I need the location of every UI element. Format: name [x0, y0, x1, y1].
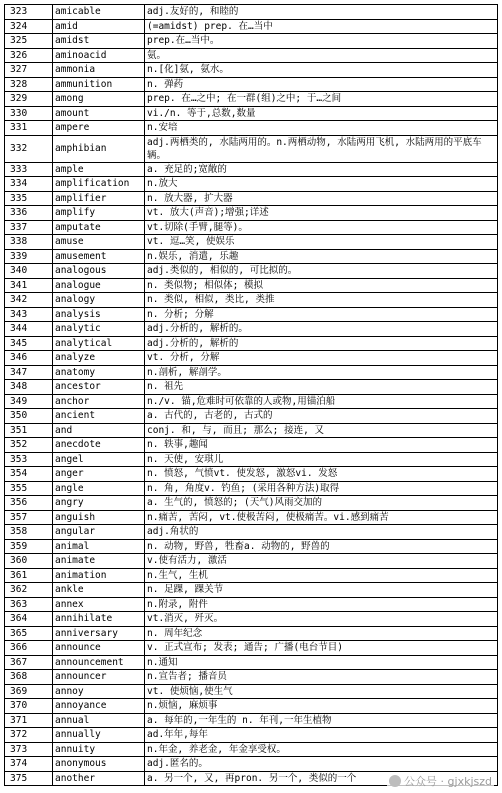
- row-number: 367: [5, 655, 53, 670]
- table-row: [5, 121, 498, 136]
- word-cell: amplification: [53, 177, 145, 192]
- table-row: [5, 220, 498, 235]
- row-number: 343: [5, 307, 53, 322]
- word-cell: amuse: [53, 235, 145, 250]
- row-number: 357: [5, 510, 53, 525]
- word-cell: another: [53, 771, 145, 786]
- word-cell: analogous: [53, 264, 145, 279]
- word-cell: animate: [53, 554, 145, 569]
- row-number: 358: [5, 525, 53, 540]
- table-row: [5, 423, 498, 438]
- table-row: [5, 48, 498, 63]
- row-number: 360: [5, 554, 53, 569]
- table-row: [5, 496, 498, 511]
- definition-cell: prep. 在…之中; 在一群(组)之中; 于…之间: [145, 92, 498, 107]
- word-cell: ample: [53, 162, 145, 177]
- table-row: [5, 278, 498, 293]
- word-cell: analyze: [53, 351, 145, 366]
- definition-cell: adj.匿名的。: [145, 757, 498, 772]
- table-row: [5, 63, 498, 78]
- definition-cell: vt.消灭, 歼灭。: [145, 612, 498, 627]
- row-number: 341: [5, 278, 53, 293]
- table-row: [5, 19, 498, 34]
- word-cell: aminoacid: [53, 48, 145, 63]
- definition-cell: adj.类似的, 相似的, 可比拟的。: [145, 264, 498, 279]
- definition-cell: vt.切除(手臂,腿等)。: [145, 220, 498, 235]
- row-number: 356: [5, 496, 53, 511]
- row-number: 369: [5, 684, 53, 699]
- word-cell: amidst: [53, 34, 145, 49]
- table-row: [5, 322, 498, 337]
- row-number: 324: [5, 19, 53, 34]
- word-cell: among: [53, 92, 145, 107]
- row-number: 347: [5, 365, 53, 380]
- table-row: [5, 467, 498, 482]
- definition-cell: n.附录, 附件: [145, 597, 498, 612]
- table-row: [5, 177, 498, 192]
- row-number: 329: [5, 92, 53, 107]
- definition-cell: a. 另一个, 又, 再pron. 另一个, 类似的一个: [145, 771, 498, 786]
- row-number: 368: [5, 670, 53, 685]
- row-number: 349: [5, 394, 53, 409]
- row-number: 364: [5, 612, 53, 627]
- definition-cell: prep.在…当中。: [145, 34, 498, 49]
- definition-cell: n.年金, 养老金, 年金享受权。: [145, 742, 498, 757]
- table-row: [5, 5, 498, 20]
- word-cell: announcer: [53, 670, 145, 685]
- word-cell: analytic: [53, 322, 145, 337]
- definition-cell: adj.两栖类的, 水陆两用的。n.两栖动物, 水陆两用飞机, 水陆两用的平底车辆。: [145, 135, 498, 162]
- word-cell: amplify: [53, 206, 145, 221]
- table-row: [5, 699, 498, 714]
- definition-cell: n.[化]氨, 氨水。: [145, 63, 498, 78]
- definition-cell: n.安培: [145, 121, 498, 136]
- word-cell: annoy: [53, 684, 145, 699]
- word-cell: amusement: [53, 249, 145, 264]
- table-row: [5, 106, 498, 121]
- row-number: 334: [5, 177, 53, 192]
- row-number: 328: [5, 77, 53, 92]
- definition-cell: n.剖析, 解剖学。: [145, 365, 498, 380]
- definition-cell: n.生气, 生机: [145, 568, 498, 583]
- word-cell: anger: [53, 467, 145, 482]
- definition-cell: vt. 分析, 分解: [145, 351, 498, 366]
- definition-cell: vt. 放大(声音);增强;详述: [145, 206, 498, 221]
- table-row: [5, 135, 498, 162]
- word-cell: anniversary: [53, 626, 145, 641]
- word-cell: and: [53, 423, 145, 438]
- table-row: [5, 641, 498, 656]
- word-cell: analytical: [53, 336, 145, 351]
- row-number: 365: [5, 626, 53, 641]
- table-row: [5, 293, 498, 308]
- row-number: 332: [5, 135, 53, 162]
- row-number: 346: [5, 351, 53, 366]
- table-row: [5, 757, 498, 772]
- table-row: [5, 655, 498, 670]
- table-row: [5, 365, 498, 380]
- row-number: 352: [5, 438, 53, 453]
- word-cell: anatomy: [53, 365, 145, 380]
- definition-cell: n. 祖先: [145, 380, 498, 395]
- table-row: [5, 92, 498, 107]
- word-cell: angry: [53, 496, 145, 511]
- word-cell: amid: [53, 19, 145, 34]
- definition-cell: n. 放大器, 扩大器: [145, 191, 498, 206]
- row-number: 372: [5, 728, 53, 743]
- word-cell: announce: [53, 641, 145, 656]
- word-cell: anonymous: [53, 757, 145, 772]
- watermark: [387, 773, 494, 789]
- definition-cell: n. 天使, 安琪儿: [145, 452, 498, 467]
- row-number: 375: [5, 771, 53, 786]
- definition-cell: n. 角, 角度v. 钓鱼; (采用各种方法)取得: [145, 481, 498, 496]
- row-number: 327: [5, 63, 53, 78]
- row-number: 354: [5, 467, 53, 482]
- row-number: 374: [5, 757, 53, 772]
- row-number: 326: [5, 48, 53, 63]
- definition-cell: a. 每年的,一年生的 n. 年刊,一年生植物: [145, 713, 498, 728]
- word-cell: amphibian: [53, 135, 145, 162]
- row-number: 361: [5, 568, 53, 583]
- definition-cell: n.娱乐, 消遣, 乐趣: [145, 249, 498, 264]
- definition-cell: n. 愤怒, 气愤vt. 使发怒, 激怒vi. 发怒: [145, 467, 498, 482]
- table-row: [5, 191, 498, 206]
- wechat-icon: [389, 775, 401, 787]
- row-number: 335: [5, 191, 53, 206]
- definition-cell: vt. 逗…笑, 使娱乐: [145, 235, 498, 250]
- definition-cell: n. 周年纪念: [145, 626, 498, 641]
- word-cell: angular: [53, 525, 145, 540]
- definition-cell: n.放大: [145, 177, 498, 192]
- vocabulary-table-body: [5, 5, 498, 786]
- word-cell: announcement: [53, 655, 145, 670]
- table-row: [5, 249, 498, 264]
- table-row: [5, 626, 498, 641]
- row-number: 359: [5, 539, 53, 554]
- definition-cell: n. 类似, 相似, 类比, 类推: [145, 293, 498, 308]
- table-row: [5, 670, 498, 685]
- definition-cell: a. 充足的;宽敞的: [145, 162, 498, 177]
- definition-cell: n. 足踝, 踝关节: [145, 583, 498, 598]
- table-row: [5, 77, 498, 92]
- definition-cell: n.烦恼, 麻烦事: [145, 699, 498, 714]
- table-row: [5, 728, 498, 743]
- table-row: [5, 162, 498, 177]
- table-row: [5, 351, 498, 366]
- table-row: [5, 409, 498, 424]
- row-number: 366: [5, 641, 53, 656]
- word-cell: amputate: [53, 220, 145, 235]
- table-row: [5, 554, 498, 569]
- definition-cell: conj. 和, 与, 而且; 那么; 接连, 又: [145, 423, 498, 438]
- table-row: [5, 525, 498, 540]
- row-number: 363: [5, 597, 53, 612]
- word-cell: annuity: [53, 742, 145, 757]
- row-number: 350: [5, 409, 53, 424]
- definition-cell: n.痛苦, 苦闷, vt.使极苦闷, 使极痛苦。vi.感到痛苦: [145, 510, 498, 525]
- table-row: [5, 206, 498, 221]
- table-row: [5, 742, 498, 757]
- word-cell: amount: [53, 106, 145, 121]
- definition-cell: a. 古代的, 古老的, 古式的: [145, 409, 498, 424]
- word-cell: ammunition: [53, 77, 145, 92]
- word-cell: annual: [53, 713, 145, 728]
- definition-cell: adj.友好的, 和睦的: [145, 5, 498, 20]
- definition-cell: vt. 使烦恼,使生气: [145, 684, 498, 699]
- definition-cell: n. 轶事,趣闻: [145, 438, 498, 453]
- word-cell: ammonia: [53, 63, 145, 78]
- row-number: 362: [5, 583, 53, 598]
- row-number: 344: [5, 322, 53, 337]
- word-cell: anecdote: [53, 438, 145, 453]
- table-row: [5, 612, 498, 627]
- row-number: 340: [5, 264, 53, 279]
- table-row: [5, 481, 498, 496]
- word-cell: amicable: [53, 5, 145, 20]
- row-number: 370: [5, 699, 53, 714]
- row-number: 355: [5, 481, 53, 496]
- row-number: 342: [5, 293, 53, 308]
- definition-cell: vi./n. 等于,总数,数量: [145, 106, 498, 121]
- word-cell: anchor: [53, 394, 145, 409]
- definition-cell: v. 正式宣布; 发表; 通告; 广播(电台节目): [145, 641, 498, 656]
- definition-cell: n. 弹药: [145, 77, 498, 92]
- table-row: [5, 713, 498, 728]
- row-number: 323: [5, 5, 53, 20]
- word-cell: animal: [53, 539, 145, 554]
- definition-cell: n. 分析; 分解: [145, 307, 498, 322]
- row-number: 336: [5, 206, 53, 221]
- table-row: [5, 235, 498, 250]
- definition-cell: n.宣告者; 播音员: [145, 670, 498, 685]
- row-number: 331: [5, 121, 53, 136]
- row-number: 333: [5, 162, 53, 177]
- word-cell: ampere: [53, 121, 145, 136]
- watermark-text: 公众号 · gjxkjszd: [404, 775, 492, 788]
- table-row: [5, 452, 498, 467]
- word-cell: annex: [53, 597, 145, 612]
- row-number: 339: [5, 249, 53, 264]
- word-cell: annihilate: [53, 612, 145, 627]
- definition-cell: n. 动物, 野兽, 牲畜a. 动物的, 野兽的: [145, 539, 498, 554]
- definition-cell: v.使有活力, 激活: [145, 554, 498, 569]
- definition-cell: n./v. 锚,危难时可依靠的人或物,用锚泊船: [145, 394, 498, 409]
- table-row: [5, 539, 498, 554]
- word-cell: annually: [53, 728, 145, 743]
- word-cell: ankle: [53, 583, 145, 598]
- table-row: [5, 438, 498, 453]
- word-cell: analysis: [53, 307, 145, 322]
- table-row: [5, 307, 498, 322]
- definition-cell: ad.年年,每年: [145, 728, 498, 743]
- word-cell: annoyance: [53, 699, 145, 714]
- definition-cell: a. 生气的, 愤怒的; (天气)风雨交加的: [145, 496, 498, 511]
- definition-cell: adj.角状的: [145, 525, 498, 540]
- row-number: 337: [5, 220, 53, 235]
- row-number: 351: [5, 423, 53, 438]
- word-cell: analogy: [53, 293, 145, 308]
- word-cell: ancient: [53, 409, 145, 424]
- row-number: 345: [5, 336, 53, 351]
- definition-cell: adj.分析的, 解析的: [145, 336, 498, 351]
- table-row: [5, 34, 498, 49]
- word-cell: animation: [53, 568, 145, 583]
- word-cell: angle: [53, 481, 145, 496]
- table-row: [5, 510, 498, 525]
- word-cell: analogue: [53, 278, 145, 293]
- row-number: 353: [5, 452, 53, 467]
- table-row: [5, 380, 498, 395]
- word-cell: angel: [53, 452, 145, 467]
- row-number: 373: [5, 742, 53, 757]
- table-row: [5, 597, 498, 612]
- row-number: 325: [5, 34, 53, 49]
- table-row: [5, 336, 498, 351]
- row-number: 348: [5, 380, 53, 395]
- definition-cell: 氨。: [145, 48, 498, 63]
- row-number: 330: [5, 106, 53, 121]
- word-cell: anguish: [53, 510, 145, 525]
- row-number: 338: [5, 235, 53, 250]
- word-cell: amplifier: [53, 191, 145, 206]
- table-row: [5, 264, 498, 279]
- table-row: [5, 568, 498, 583]
- row-number: 371: [5, 713, 53, 728]
- definition-cell: (=amidst) prep. 在…当中: [145, 19, 498, 34]
- definition-cell: n. 类似物; 相似体; 模拟: [145, 278, 498, 293]
- table-row: [5, 583, 498, 598]
- table-row: [5, 684, 498, 699]
- table-row: [5, 394, 498, 409]
- word-cell: ancestor: [53, 380, 145, 395]
- vocabulary-table: [4, 4, 498, 786]
- definition-cell: adj.分析的, 解析的。: [145, 322, 498, 337]
- definition-cell: n.通知: [145, 655, 498, 670]
